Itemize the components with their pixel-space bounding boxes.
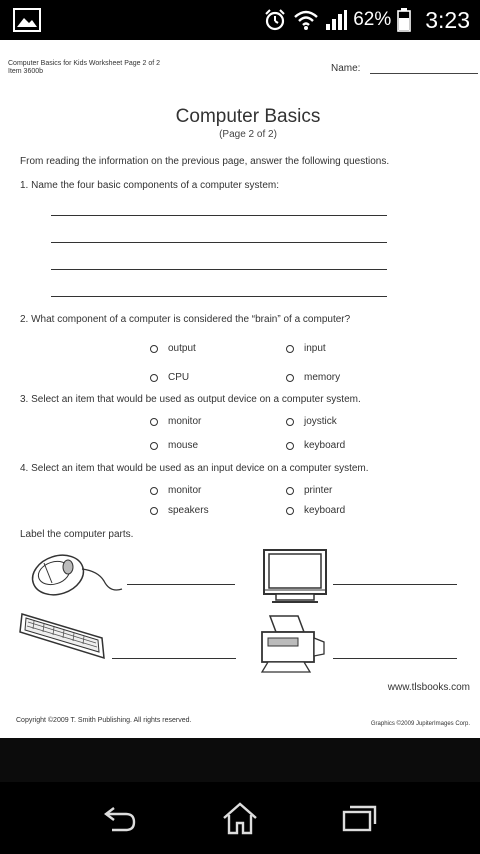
- label-blank-line: [333, 584, 457, 585]
- radio-circle-icon: [286, 442, 294, 450]
- q3-option-monitor: monitor: [150, 416, 201, 427]
- page-title: Computer Basics: [175, 106, 321, 127]
- header-line-1: Computer Basics for Kids Worksheet Page 2 of 2: [8, 60, 160, 67]
- mouse-icon: [18, 545, 128, 605]
- radio-circle-icon: [150, 345, 158, 353]
- answer-line: [51, 215, 387, 216]
- back-icon[interactable]: [100, 800, 140, 836]
- q4-option-keyboard: keyboard: [286, 505, 345, 516]
- header-line-2: Item 3600b: [8, 68, 44, 75]
- answer-line: [51, 242, 387, 243]
- name-label: Name:: [331, 63, 361, 74]
- radio-circle-icon: [150, 442, 158, 450]
- answer-line: [51, 296, 387, 297]
- graphics-credit: Graphics ©2009 JupiterImages Corp.: [370, 721, 470, 727]
- radio-circle-icon: [150, 418, 158, 426]
- label-blank-line: [333, 658, 457, 659]
- battery-icon: [397, 8, 411, 32]
- intro-text: From reading the information on the previous page, answer the following questions.: [20, 156, 390, 167]
- wifi-icon: [293, 9, 319, 31]
- radio-circle-icon: [286, 507, 294, 515]
- question-4: 4. Select an item that would be used as an input device on a computer system.: [20, 463, 369, 474]
- signal-icon: [325, 9, 347, 31]
- name-blank-line: [370, 73, 478, 74]
- page-subtitle: (Page 2 of 2): [219, 129, 277, 140]
- radio-circle-icon: [150, 374, 158, 382]
- navigation-bar: [0, 782, 480, 854]
- question-3: 3. Select an item that would be used as output device on a computer system.: [20, 394, 361, 405]
- label-heading: Label the computer parts.: [20, 529, 134, 540]
- status-bar: [0, 0, 480, 40]
- q4-option-printer: printer: [286, 485, 332, 496]
- home-icon[interactable]: [220, 800, 260, 836]
- q2-option-input: input: [286, 343, 326, 354]
- radio-circle-icon: [286, 374, 294, 382]
- site-url: www.tlsbooks.com: [387, 682, 470, 693]
- q3-option-joystick: joystick: [286, 416, 337, 427]
- q2-option-memory: memory: [286, 372, 340, 383]
- q3-option-keyboard: keyboard: [286, 440, 345, 451]
- monitor-icon: [262, 548, 328, 606]
- recent-apps-icon[interactable]: [340, 800, 380, 836]
- clock: 3:23: [425, 6, 470, 33]
- label-blank-line: [112, 658, 236, 659]
- worksheet-header: [8, 60, 160, 76]
- radio-circle-icon: [150, 487, 158, 495]
- question-1: 1. Name the four basic components of a computer system:: [20, 180, 280, 191]
- question-2: 2. What component of a computer is considered the “brain” of a computer?: [20, 314, 351, 325]
- printer-icon: [258, 612, 328, 674]
- q2-option-output: output: [150, 343, 196, 354]
- q4-option-monitor: monitor: [150, 485, 201, 496]
- q3-option-mouse: mouse: [150, 440, 198, 451]
- copyright-text: Copyright ©2009 T. Smith Publishing. All rights reserved.: [16, 717, 192, 724]
- radio-circle-icon: [286, 345, 294, 353]
- label-blank-line: [127, 584, 235, 585]
- radio-circle-icon: [150, 507, 158, 515]
- radio-circle-icon: [286, 418, 294, 426]
- gallery-icon: [13, 8, 41, 32]
- worksheet-page: [0, 40, 480, 738]
- answer-line: [51, 269, 387, 270]
- keyboard-icon: [14, 608, 114, 664]
- radio-circle-icon: [286, 487, 294, 495]
- q2-option-cpu: CPU: [150, 372, 189, 383]
- battery-percent: 62%: [353, 9, 392, 30]
- q4-option-speakers: speakers: [150, 505, 209, 516]
- alarm-icon: [263, 8, 287, 32]
- viewer-background: [0, 738, 480, 782]
